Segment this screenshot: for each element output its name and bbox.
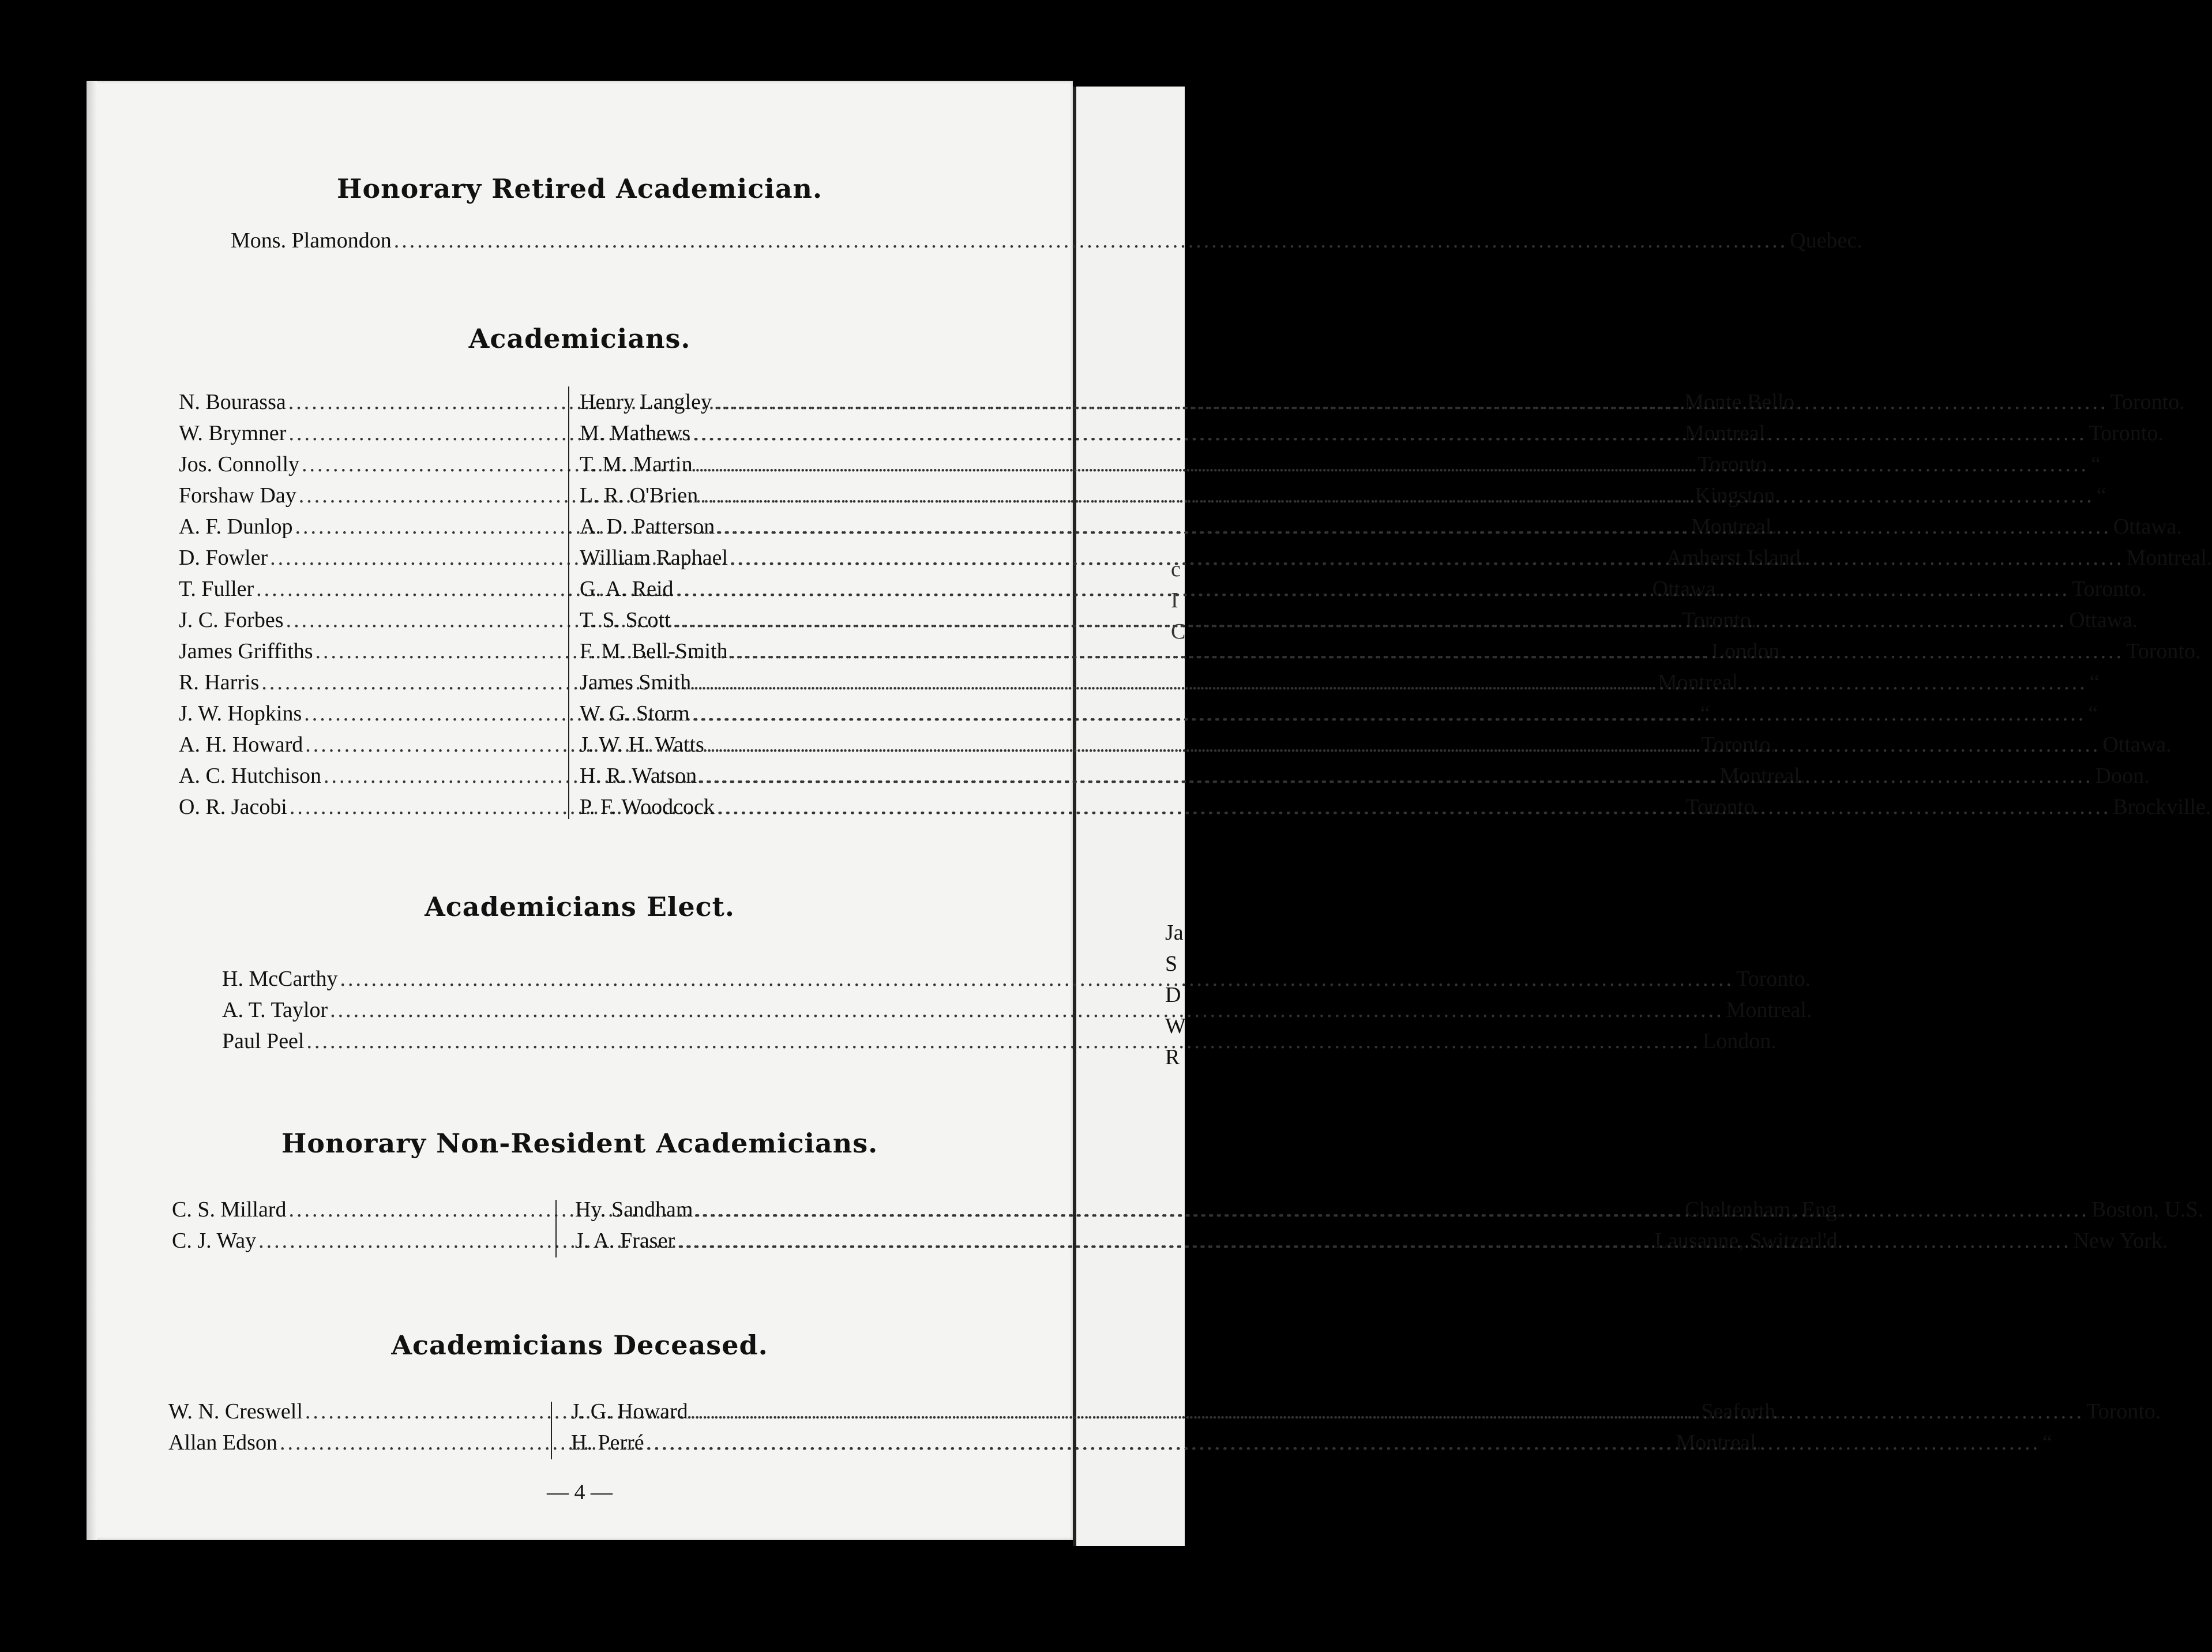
list-item bbox=[222, 1026, 1777, 1057]
member-place: London. bbox=[1711, 639, 1785, 663]
leader-dots bbox=[717, 791, 2111, 823]
member-name: Mons. Plamondon bbox=[231, 228, 392, 253]
list-item bbox=[580, 698, 2098, 729]
member-place: “ bbox=[2042, 1431, 2052, 1455]
member-name: Henry Langley bbox=[580, 390, 712, 414]
member-place: Montreal. bbox=[1691, 515, 1777, 539]
retired-list bbox=[231, 225, 1862, 256]
member-name: Hy. Sandham bbox=[575, 1197, 693, 1222]
member-place: Amherst Island. bbox=[1666, 546, 1807, 570]
member-name: James Smith bbox=[580, 670, 692, 694]
facing-letter: I bbox=[1171, 588, 1178, 613]
member-place: “ bbox=[2088, 701, 2098, 726]
facing-letter: R bbox=[1165, 1045, 1180, 1069]
member-place: Montreal. bbox=[1726, 998, 1812, 1022]
member-place: Cheltenham, Eng. bbox=[1684, 1197, 1843, 1222]
member-name: T. S. Scott bbox=[580, 608, 671, 632]
section-title-nonresident: Honorary Non-Resident Academicians. bbox=[281, 1128, 878, 1159]
leader-dots bbox=[700, 480, 2094, 511]
leader-dots bbox=[695, 1194, 2089, 1225]
member-name: P. F. Woodcock bbox=[580, 795, 715, 819]
member-name: C. S. Millard bbox=[172, 1197, 287, 1222]
member-place: Toronto. bbox=[1736, 967, 1811, 991]
page-binding-edge bbox=[87, 81, 97, 1540]
member-place: Monte Bello. bbox=[1684, 390, 1800, 414]
column-divider bbox=[555, 1200, 557, 1257]
leader-dots bbox=[699, 760, 2093, 791]
leader-dots bbox=[693, 418, 2087, 449]
leader-dots bbox=[714, 386, 2108, 418]
facing-letter: S bbox=[1165, 952, 1178, 976]
member-place: Ottawa. bbox=[2069, 608, 2138, 632]
member-name: Paul Peel bbox=[222, 1029, 305, 1053]
section-title-deceased: Academicians Deceased. bbox=[391, 1330, 768, 1361]
facing-letter: c bbox=[1171, 557, 1181, 581]
member-name: F. M. Bell-Smith bbox=[580, 639, 728, 663]
member-name: W. N. Creswell bbox=[168, 1399, 303, 1424]
member-name: D. Fowler bbox=[179, 546, 268, 570]
member-name: J. W. H. Watts bbox=[580, 733, 704, 757]
member-place: Toronto. bbox=[1701, 733, 1777, 757]
member-place: Toronto. bbox=[1682, 608, 1757, 632]
member-name: R. Harris bbox=[179, 670, 260, 694]
leader-dots bbox=[695, 449, 2089, 480]
member-place: Toronto. bbox=[2072, 577, 2147, 601]
member-place: Toronto. bbox=[2086, 1399, 2161, 1424]
leader-dots bbox=[340, 963, 1734, 994]
member-name: C. J. Way bbox=[172, 1229, 257, 1253]
member-name: J. W. Hopkins bbox=[179, 701, 302, 726]
member-name: G. A. Reid bbox=[580, 577, 674, 601]
leader-dots bbox=[707, 729, 2101, 760]
member-place: Montreal. bbox=[2126, 546, 2212, 570]
leader-dots bbox=[693, 667, 2087, 698]
member-name: A. F. Dunlop bbox=[179, 515, 293, 539]
member-place: New York. bbox=[2073, 1229, 2168, 1253]
member-place: Quebec. bbox=[1790, 228, 1862, 253]
member-place: Toronto. bbox=[2110, 390, 2185, 414]
member-name: William Raphael bbox=[580, 546, 728, 570]
leader-dots bbox=[394, 225, 1788, 256]
member-place: Lausanne, Switzerl'd. bbox=[1654, 1229, 1843, 1253]
member-place: Ottawa. bbox=[1652, 577, 1721, 601]
leader-dots bbox=[647, 1427, 2041, 1458]
member-name: A. C. Hutchison bbox=[179, 764, 321, 788]
member-name: W. G. Storm bbox=[580, 701, 690, 726]
member-place: Seaforth. bbox=[1701, 1399, 1781, 1424]
leader-dots bbox=[306, 1026, 1700, 1057]
member-place: Doon. bbox=[2095, 764, 2150, 788]
facing-letter: W bbox=[1165, 1014, 1186, 1038]
leader-dots bbox=[692, 698, 2086, 729]
page-number: — 4 — bbox=[547, 1480, 613, 1504]
member-name: H. McCarthy bbox=[222, 967, 338, 991]
member-name: A. T. Taylor bbox=[222, 998, 328, 1022]
leader-dots bbox=[330, 994, 1724, 1026]
leader-dots bbox=[677, 1225, 2071, 1256]
leader-dots bbox=[730, 542, 2124, 573]
member-name: W. Brymner bbox=[179, 421, 287, 445]
member-name: Allan Edson bbox=[168, 1431, 277, 1455]
column-divider bbox=[551, 1402, 552, 1459]
member-name: J. G. Howard bbox=[571, 1399, 688, 1424]
section-title-academicians: Academicians. bbox=[468, 323, 691, 354]
member-name: H. R. Watson bbox=[580, 764, 697, 788]
member-place: Toronto. bbox=[2089, 421, 2164, 445]
member-place: “ bbox=[2096, 483, 2106, 508]
member-name: Jos. Connolly bbox=[179, 452, 300, 476]
member-name: James Griffiths bbox=[179, 639, 313, 663]
member-place: Brockville. bbox=[2113, 795, 2211, 819]
member-name: H. Perré bbox=[571, 1431, 644, 1455]
list-item bbox=[222, 963, 1811, 994]
member-place: Toronto. bbox=[2126, 639, 2201, 663]
member-name: A. D. Patterson bbox=[580, 515, 715, 539]
section-title-elect: Academicians Elect. bbox=[425, 891, 735, 922]
leader-dots bbox=[717, 511, 2111, 542]
leader-dots bbox=[673, 605, 2067, 636]
member-place: Montreal. bbox=[1719, 764, 1806, 788]
member-place: Ottawa. bbox=[2102, 733, 2172, 757]
member-place: Montreal. bbox=[1676, 1431, 1762, 1455]
member-place: Ottawa. bbox=[2113, 515, 2183, 539]
column-divider bbox=[568, 386, 569, 819]
member-place: “ bbox=[2091, 452, 2101, 476]
member-name: O. R. Jacobi bbox=[179, 795, 287, 819]
member-name: J. C. Forbes bbox=[179, 608, 284, 632]
facing-letter: Ja bbox=[1165, 921, 1184, 945]
elect-list bbox=[222, 963, 1812, 1057]
member-name: T. Fuller bbox=[179, 577, 254, 601]
member-name: T. M. Martin bbox=[580, 452, 693, 476]
leader-dots bbox=[676, 573, 2070, 605]
member-name: N. Bourassa bbox=[179, 390, 286, 414]
member-name: L. R. O'Brien bbox=[580, 483, 698, 508]
member-place: “ bbox=[2089, 670, 2100, 694]
facing-letter: C bbox=[1171, 620, 1186, 644]
list-item bbox=[222, 994, 1812, 1026]
member-name: J. A. Fraser bbox=[575, 1229, 675, 1253]
leader-dots bbox=[730, 636, 2124, 667]
section-title-retired: Honorary Retired Academician. bbox=[336, 173, 823, 204]
facing-letter: D bbox=[1165, 983, 1181, 1007]
member-place: Boston, U.S. bbox=[2091, 1197, 2204, 1222]
member-name: A. H. Howard bbox=[179, 733, 303, 757]
member-place: Kingston. bbox=[1695, 483, 1781, 508]
leader-dots bbox=[690, 1396, 2085, 1427]
member-name: M. Mathews bbox=[580, 421, 691, 445]
member-place: “ bbox=[1700, 701, 1710, 726]
member-place: London. bbox=[1702, 1029, 1777, 1053]
member-place: Toronto. bbox=[1685, 795, 1760, 819]
member-place: Toronto. bbox=[1698, 452, 1772, 476]
member-name: Forshaw Day bbox=[179, 483, 296, 508]
member-place: Montreal. bbox=[1657, 670, 1744, 694]
member-place: Montreal. bbox=[1684, 421, 1771, 445]
list-item bbox=[231, 225, 1862, 256]
